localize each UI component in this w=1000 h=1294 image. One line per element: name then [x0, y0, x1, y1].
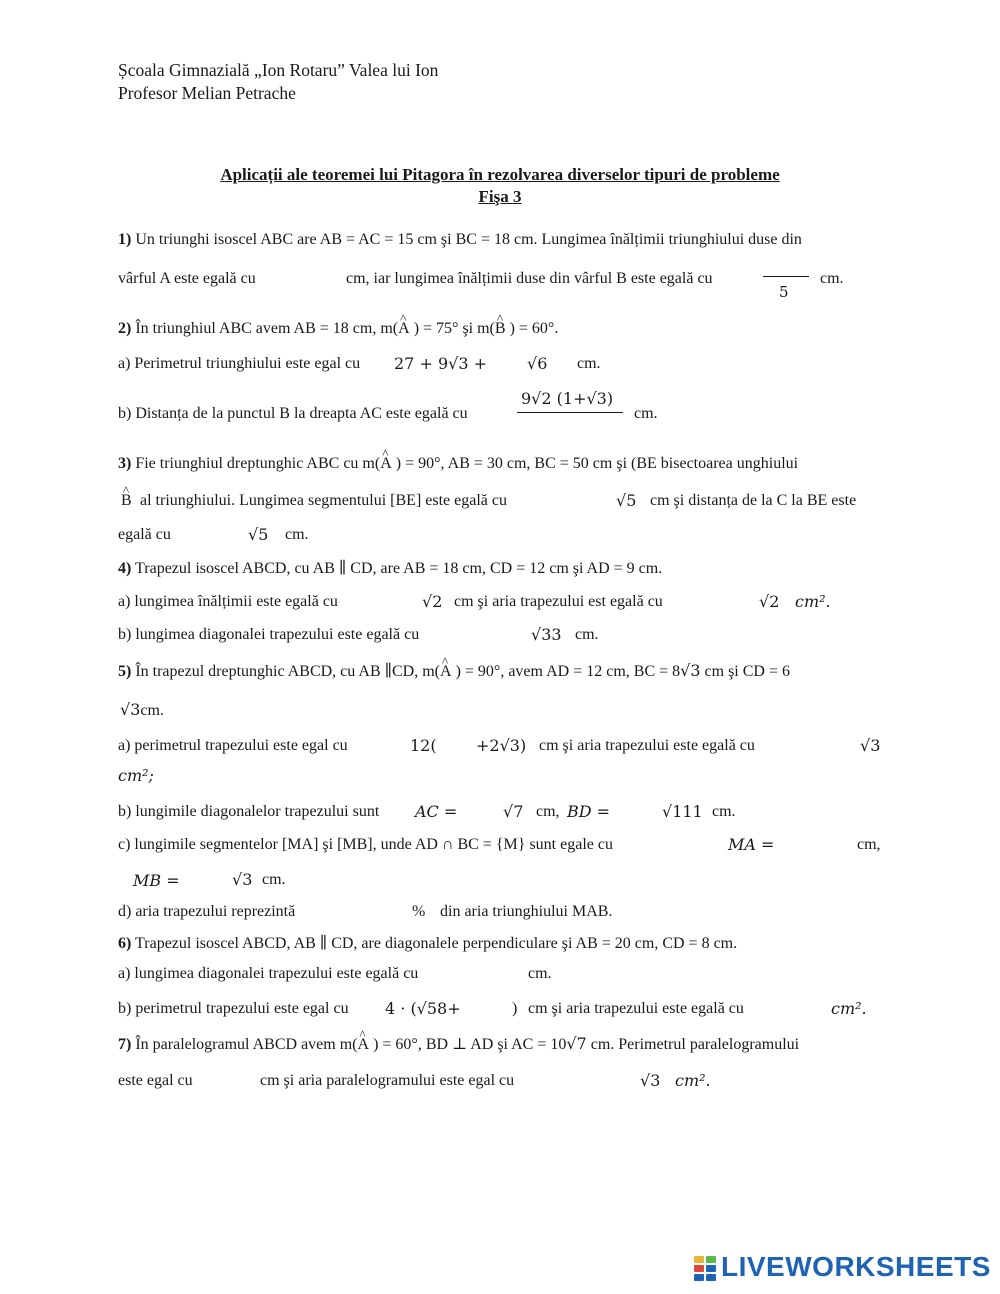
- unit-label: cm.: [577, 355, 601, 372]
- problem-5c-ma: MA =: [728, 835, 775, 854]
- problem-7-line-2b: cm şi aria paralelogramului este egal cu: [260, 1072, 515, 1089]
- unit-label: cm.: [820, 270, 844, 287]
- problem-3-root-1: √5: [616, 491, 637, 510]
- problem-2b-text: b) Distanța de la punctul B la dreapta AC este egală cu: [118, 405, 468, 422]
- unit-label: cm².: [795, 592, 831, 611]
- fraction-bar: [763, 276, 809, 277]
- problem-4-stem: 4) Trapezul isoscel ABCD, cu AB ∥ CD, are AB = 18 cm, CD = 12 cm şi AD = 9 cm.: [118, 560, 663, 577]
- problem-4b-root: √33: [531, 625, 562, 644]
- problem-5a-math-2: +2√3): [476, 736, 527, 755]
- problem-5b-root-2: √111: [662, 802, 703, 821]
- problem-5a-text: a) perimetrul trapezului este egal cu: [118, 737, 348, 754]
- sheet-number: Fişa 3: [478, 187, 522, 206]
- problem-5c-text: c) lungimile segmentelor [MA] şi [MB], unde AD ∩ BC = {M} sunt egale cu: [118, 836, 613, 853]
- problem-5d-end: din aria triunghiului MAB.: [440, 903, 613, 920]
- problem-4b-text: b) lungimea diagonalei trapezului este egală cu: [118, 626, 420, 643]
- unit-label: cm².: [831, 999, 867, 1018]
- problem-6b-math: 4 · (√58+: [385, 999, 461, 1018]
- problem-6b-close: ): [512, 1000, 518, 1017]
- fraction-denominator: 5: [779, 283, 789, 301]
- unit-label: cm.: [262, 871, 286, 888]
- unit-label: cm.: [634, 405, 658, 422]
- problem-5a-mid: cm şi aria trapezului este egală cu: [539, 737, 755, 754]
- problem-3-root-2: √5: [248, 525, 269, 544]
- fraction-numerator: 9√2 (1+√3): [521, 389, 614, 408]
- problem-5d-text: d) aria trapezului reprezintă: [118, 903, 296, 920]
- problem-3-line-2a: al triunghiului. Lungimea segmentului [BE] este egală cu: [140, 492, 508, 509]
- problem-5a-root: √3: [860, 736, 881, 755]
- problem-5b-text: b) lungimile diagonalelor trapezului sunt: [118, 803, 380, 820]
- problem-2a-math: 27 + 9√3 +: [394, 354, 487, 373]
- problem-1-text-a: vârful A este egală cu: [118, 270, 256, 287]
- percent-sign: %: [412, 903, 426, 920]
- problem-7-root: √3: [640, 1071, 661, 1090]
- problem-5b-ac: AC =: [415, 802, 458, 821]
- problem-5-line-2: √3cm.: [120, 700, 164, 719]
- problem-6-stem: 6) Trapezul isoscel ABCD, AB ∥ CD, are diagonalele perpendiculare şi AB = 20 cm, CD = 8 cm.: [118, 935, 738, 952]
- problem-2a-root: √6: [527, 354, 548, 373]
- unit-label: cm.: [285, 526, 309, 543]
- problem-1-text-b: cm, iar lungimea înălțimii duse din vârful B este egală cu: [346, 270, 713, 287]
- problem-4a-root: √2: [422, 592, 443, 611]
- problem-5c-mb: MB =: [133, 871, 180, 890]
- problem-4a-root-2: √2: [759, 592, 780, 611]
- fraction-bar: [517, 412, 623, 413]
- problem-3-line-1: 3) Fie triunghiul dreptunghic ABC cu m(^ A ) = 90°, AB = 30 cm, BC = 50 cm şi (BE bisectoarea unghiului: [118, 455, 798, 473]
- problem-5b-root-1: √7: [503, 802, 524, 821]
- problem-2a-text: a) Perimetrul triunghiului este egal cu: [118, 355, 361, 372]
- problem-5a-math-1: 12(: [410, 736, 437, 755]
- worksheet-title: Aplicații ale teoremei lui Pitagora în rezolvarea diverselor tipuri de probleme: [220, 165, 780, 184]
- problem-7-line-2a: este egal cu: [118, 1072, 193, 1089]
- liveworksheets-logo[interactable]: LIVEWORKSHEETS: [721, 1251, 991, 1282]
- problem-5c-root: √3: [232, 870, 253, 889]
- unit-label: cm,: [857, 836, 881, 853]
- problem-4a-mid: cm şi aria trapezului est egală cu: [454, 593, 663, 610]
- problem-2-stem: 2) În triunghiul ABC avem AB = 18 cm, m(^ A ) = 75° şi m(^ B ) = 60°.: [118, 320, 558, 338]
- problem-3-line-3a: egală cu: [118, 526, 171, 543]
- unit-label: cm².: [675, 1071, 711, 1090]
- problem-5b-mid: cm,: [536, 803, 560, 820]
- problem-4a-text: a) lungimea înălțimii este egală cu: [118, 593, 338, 610]
- liveworksheets-logo-icon: [694, 1256, 718, 1282]
- problem-5b-bd: BD =: [567, 802, 611, 821]
- unit-label: cm.: [528, 965, 552, 982]
- teacher-name: Profesor Melian Petrache: [118, 83, 296, 103]
- problem-3-line-2b: cm şi distanța de la C la BE este: [650, 492, 857, 509]
- problem-6b-text: b) perimetrul trapezului este egal cu: [118, 1000, 349, 1017]
- problem-6a-text: a) lungimea diagonalei trapezului este egală cu: [118, 965, 419, 982]
- problem-6b-mid: cm şi aria trapezului este egală cu: [528, 1000, 744, 1017]
- problem-5-line-1: 5) În trapezul dreptunghic ABCD, cu AB ∥CD, m(^ A ) = 90°, avem AD = 12 cm, BC = 8√3 cm şi CD = 6: [118, 661, 790, 681]
- angle-b: ^ B: [121, 492, 132, 510]
- school-name: Școala Gimnazială „Ion Rotaru” Valea lui Ion: [118, 60, 439, 80]
- unit-label: cm²;: [118, 766, 154, 785]
- problem-1-line-1: 1) Un triunghi isoscel ABC are AB = AC = 15 cm şi BC = 18 cm. Lungimea înălțimii triunghiului duse din: [118, 231, 802, 248]
- problem-7-line-1: 7) În paralelogramul ABCD avem m(^ A ) = 60°, BD ⊥ AD şi AC = 10√7 cm. Perimetrul paralelogramului: [118, 1034, 799, 1054]
- unit-label: cm.: [712, 803, 736, 820]
- unit-label: cm.: [575, 626, 599, 643]
- problem-number: 1): [118, 231, 132, 248]
